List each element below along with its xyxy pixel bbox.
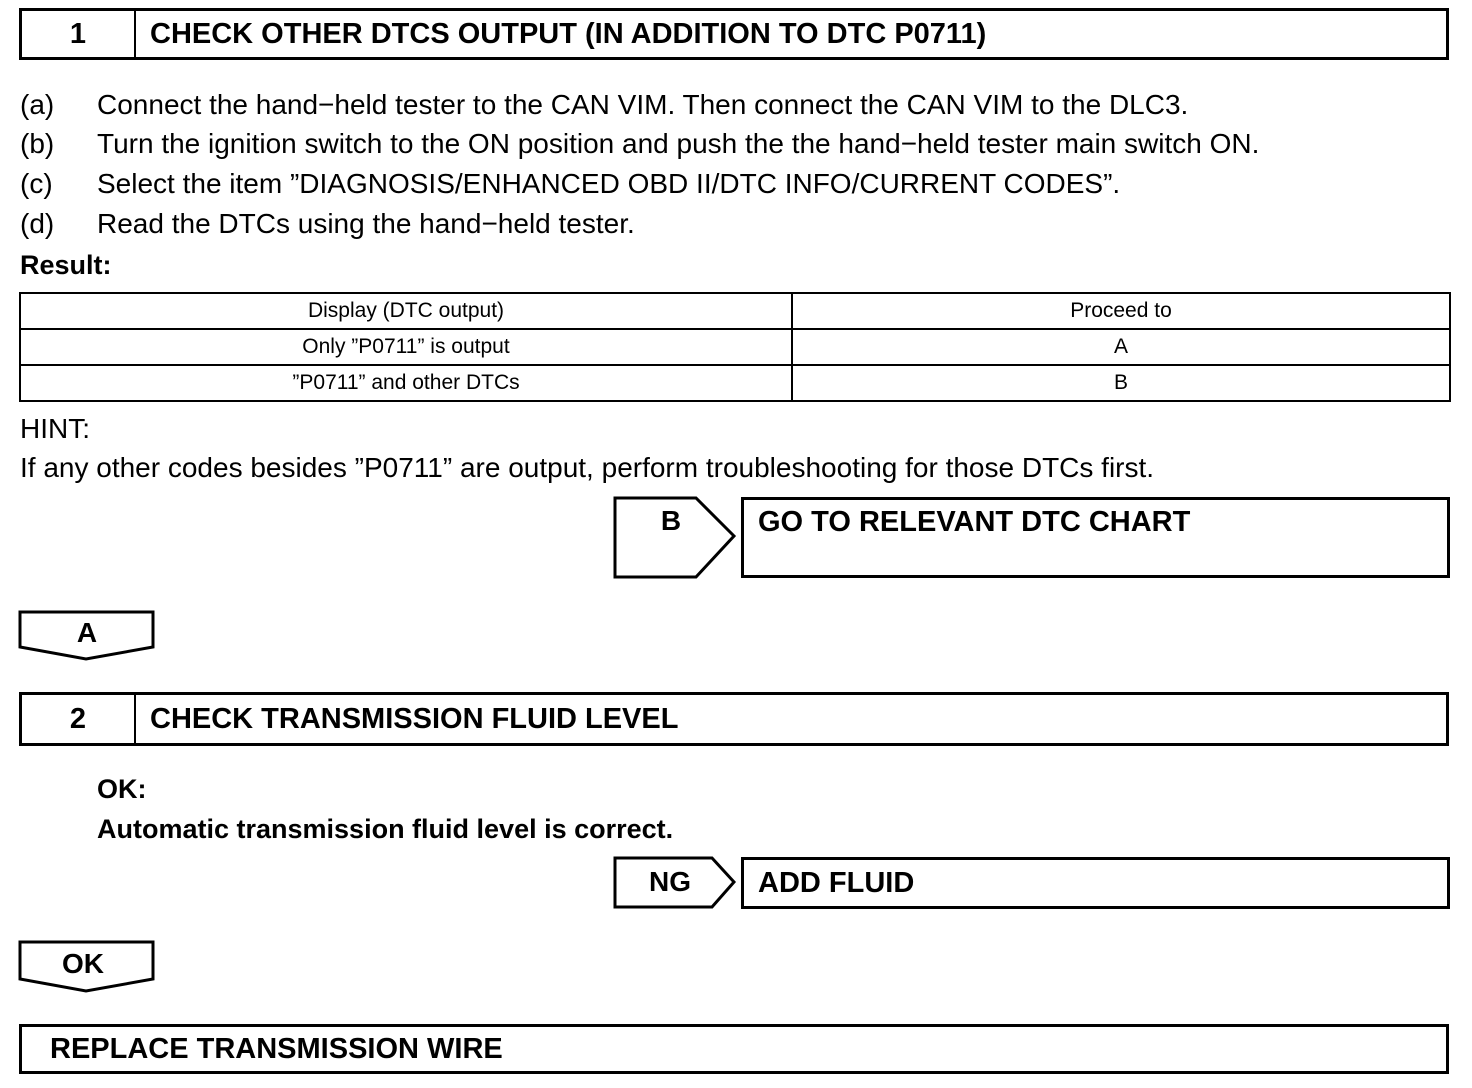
step-2-title: CHECK TRANSMISSION FLUID LEVEL (150, 702, 679, 735)
procedure-letter: (c) (20, 168, 53, 199)
procedure-d (20, 208, 635, 240)
ok-text: Automatic transmission fluid level is correct. (97, 814, 674, 844)
step-1-header (19, 8, 1449, 60)
result-table (19, 292, 1451, 402)
next-label-a: A (76, 617, 98, 648)
step-2-number: 2 (22, 695, 136, 743)
branch-label-ng: NG (649, 866, 691, 897)
table-cell: A (792, 329, 1450, 365)
next-label-ok: OK (62, 948, 104, 979)
hint-text: If any other codes besides ”P0711” are output, perform troubleshooting for those DTCs first. (20, 452, 1155, 483)
branch-action-text: ADD FLUID (758, 866, 915, 899)
table-cell: ”P0711” and other DTCs (20, 365, 792, 401)
procedure-text: Turn the ignition switch to the ON position and push the the hand−held tester main switch ON. (97, 128, 1260, 159)
table-cell: Only ”P0711” is output (20, 329, 792, 365)
branch-action-text: GO TO RELEVANT DTC CHART (758, 506, 1191, 538)
final-action-text: REPLACE TRANSMISSION WIRE (50, 1032, 503, 1065)
hint-label: HINT: (20, 413, 90, 444)
procedure-text: Read the DTCs using the hand−held tester. (97, 208, 635, 239)
procedure-a (20, 89, 1188, 121)
table-header-row (20, 293, 1450, 329)
final-action-box (19, 1024, 1449, 1074)
table-cell: B (792, 365, 1450, 401)
result-label: Result: (20, 250, 112, 280)
procedure-letter: (b) (20, 128, 55, 159)
step-1-number: 1 (22, 11, 136, 57)
step-2-header (19, 692, 1449, 746)
procedure-letter: (a) (20, 89, 55, 120)
step-1-title: CHECK OTHER DTCS OUTPUT (IN ADDITION TO DTC P0711) (150, 17, 987, 50)
table-header-cell: Proceed to (792, 293, 1450, 329)
table-header-cell: Display (DTC output) (20, 293, 792, 329)
ok-label: OK: (97, 774, 147, 804)
procedure-letter: (d) (20, 208, 55, 239)
table-row (20, 329, 1450, 365)
branch-action-box (741, 857, 1450, 909)
branch-label-b: B (660, 505, 682, 536)
table-row (20, 365, 1450, 401)
procedure-text: Select the item ”DIAGNOSIS/ENHANCED OBD II/DTC INFO/CURRENT CODES”. (97, 168, 1121, 199)
procedure-b (20, 128, 1259, 160)
procedure-c (20, 168, 1120, 200)
branch-action-box (741, 497, 1450, 578)
procedure-text: Connect the hand−held tester to the CAN VIM. Then connect the CAN VIM to the DLC3. (97, 89, 1189, 120)
